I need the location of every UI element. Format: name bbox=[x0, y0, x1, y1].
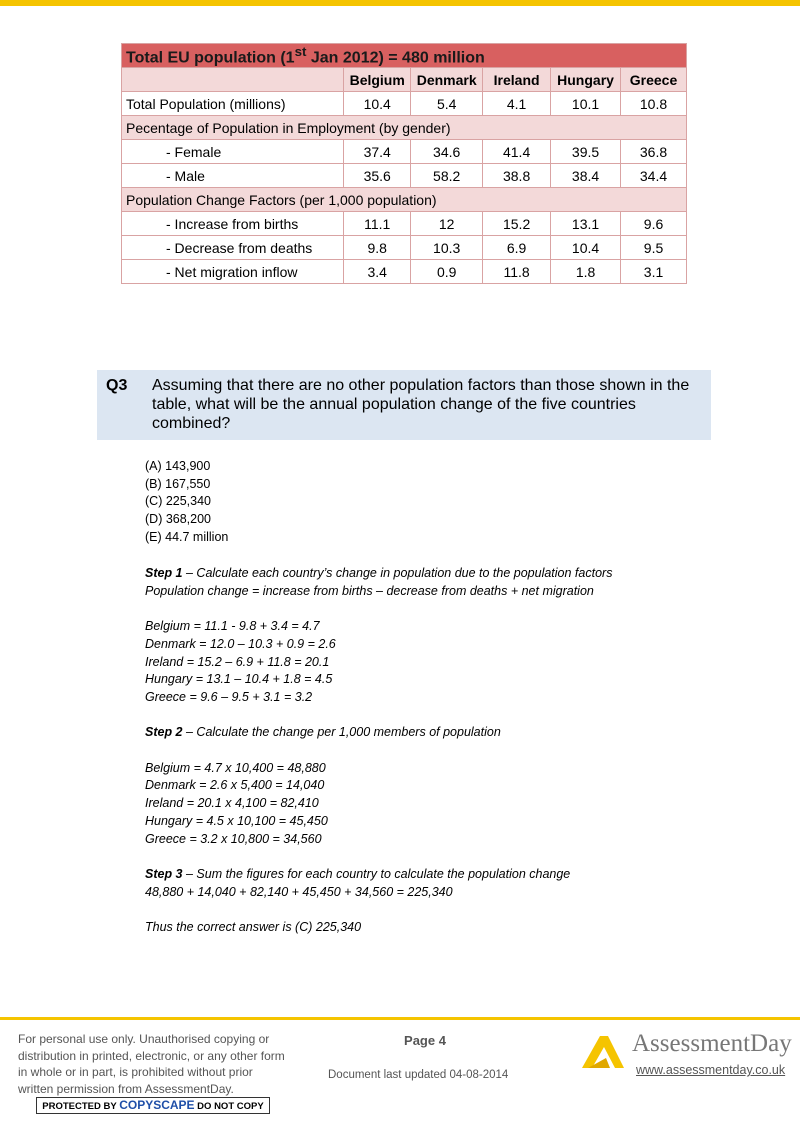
step2-line: Belgium = 4.7 x 10,400 = 48,880 bbox=[145, 760, 326, 775]
table-row bbox=[122, 92, 687, 116]
row-label: - Decrease from deaths bbox=[122, 236, 344, 260]
section-row bbox=[122, 116, 687, 140]
option-b: (B) 167,550 bbox=[145, 476, 211, 491]
website-link[interactable]: www.assessmentday.co.uk bbox=[636, 1063, 786, 1077]
table-cell: 0.9 bbox=[411, 260, 483, 284]
step2-heading: Step 2 – Calculate the change per 1,000 members of population bbox=[145, 725, 501, 740]
table-cell: 4.1 bbox=[483, 92, 551, 116]
top-accent-bar bbox=[0, 0, 800, 6]
table-cell: 3.1 bbox=[621, 260, 687, 284]
table-cell: 1.8 bbox=[551, 260, 621, 284]
step1-line: Hungary = 13.1 – 10.4 + 1.8 = 4.5 bbox=[145, 672, 333, 687]
question-box bbox=[97, 370, 711, 440]
table-cell: 9.5 bbox=[621, 236, 687, 260]
copyright-notice: For personal use only. Unauthorised copying or distribution in printed, electronic, or any other form in whole or in part, is prohibited without prior written permission from AssessmentDay. bbox=[18, 1032, 285, 1096]
question-text: Assuming that there are no other population factors than those shown in the table, what will be the annual population change of the five countries combined? bbox=[152, 377, 690, 432]
option-a: (A) 143,900 bbox=[145, 459, 211, 473]
step2-line: Greece = 3.2 x 10,800 = 34,560 bbox=[145, 831, 322, 846]
table-cell: 38.4 bbox=[551, 164, 621, 188]
table-cell: 38.8 bbox=[483, 164, 551, 188]
table-cell: 12 bbox=[411, 212, 483, 236]
table-cell: 34.4 bbox=[621, 164, 687, 188]
row-label: Total Population (millions) bbox=[122, 92, 344, 116]
header-cell: Greece bbox=[621, 68, 687, 92]
step1-formula: Population change = increase from births – decrease from deaths + net migration bbox=[145, 583, 594, 598]
table-cell: 41.4 bbox=[483, 140, 551, 164]
table-row bbox=[122, 140, 687, 164]
table-cell: 10.1 bbox=[551, 92, 621, 116]
copyscape-badge[interactable]: PROTECTED BY COPYSCAPE DO NOT COPY bbox=[36, 1097, 270, 1114]
table-header-row bbox=[122, 68, 687, 92]
header-blank bbox=[122, 68, 344, 92]
table-cell: 11.1 bbox=[344, 212, 411, 236]
row-label: - Increase from births bbox=[122, 212, 344, 236]
last-updated: Document last updated 04-08-2014 bbox=[328, 1069, 509, 1081]
step1-line: Denmark = 12.0 – 10.3 + 0.9 = 2.6 bbox=[145, 636, 336, 651]
table-cell: 9.6 bbox=[621, 212, 687, 236]
header-cell: Ireland bbox=[483, 68, 551, 92]
table-row bbox=[122, 212, 687, 236]
option-e: (E) 44.7 million bbox=[145, 529, 229, 544]
row-label: - Female bbox=[122, 140, 344, 164]
table-cell: 6.9 bbox=[483, 236, 551, 260]
step2-line: Hungary = 4.5 x 10,100 = 45,450 bbox=[145, 813, 328, 828]
table-row bbox=[122, 236, 687, 260]
population-table bbox=[121, 43, 687, 284]
section-label: Population Change Factors (per 1,000 population) bbox=[122, 188, 687, 212]
row-label: - Net migration inflow bbox=[122, 260, 344, 284]
step1-line: Ireland = 15.2 – 6.9 + 11.8 = 20.1 bbox=[145, 654, 330, 669]
step2-line: Denmark = 2.6 x 5,400 = 14,040 bbox=[145, 778, 325, 793]
brand-name: AssessmentDay bbox=[632, 1030, 792, 1057]
table-cell: 13.1 bbox=[551, 212, 621, 236]
table-title-row bbox=[122, 44, 687, 68]
section-label: Pecentage of Population in Employment (by gender) bbox=[122, 116, 687, 140]
table-cell: 9.8 bbox=[344, 236, 411, 260]
header-cell: Belgium bbox=[344, 68, 411, 92]
step3-heading: Step 3 – Sum the figures for each country to calculate the population change bbox=[145, 866, 571, 881]
table-cell: 36.8 bbox=[621, 140, 687, 164]
table-cell: 58.2 bbox=[411, 164, 483, 188]
question-number: Q3 bbox=[106, 377, 128, 394]
footer-divider bbox=[0, 1017, 800, 1020]
table-cell: 10.4 bbox=[344, 92, 411, 116]
header-cell: Hungary bbox=[551, 68, 621, 92]
conclusion: Thus the correct answer is (C) 225,340 bbox=[145, 919, 362, 934]
assessmentday-logo-icon bbox=[578, 1030, 628, 1072]
table-cell: 37.4 bbox=[344, 140, 411, 164]
option-c: (C) 225,340 bbox=[145, 494, 212, 509]
answer-options bbox=[145, 458, 228, 547]
header-cell: Denmark bbox=[411, 68, 483, 92]
table-row bbox=[122, 164, 687, 188]
table-cell: 34.6 bbox=[411, 140, 483, 164]
row-label: - Male bbox=[122, 164, 344, 188]
worked-solution bbox=[145, 565, 612, 937]
table-cell: 10.3 bbox=[411, 236, 483, 260]
table-title: Total EU population (1st Jan 2012) = 480 million bbox=[122, 44, 687, 68]
table-cell: 11.8 bbox=[483, 260, 551, 284]
table-cell: 10.8 bbox=[621, 92, 687, 116]
table-cell: 10.4 bbox=[551, 236, 621, 260]
step1-heading: Step 1 – Calculate each country’s change in population due to the population factors bbox=[145, 566, 613, 580]
table-cell: 3.4 bbox=[344, 260, 411, 284]
step1-line: Greece = 9.6 – 9.5 + 3.1 = 3.2 bbox=[145, 689, 313, 704]
table-cell: 35.6 bbox=[344, 164, 411, 188]
step3-formula: 48,880 + 14,040 + 82,140 + 45,450 + 34,560 = 225,340 bbox=[145, 884, 453, 899]
section-row bbox=[122, 188, 687, 212]
step2-line: Ireland = 20.1 x 4,100 = 82,410 bbox=[145, 796, 319, 811]
table-cell: 5.4 bbox=[411, 92, 483, 116]
step1-line: Belgium = 11.1 - 9.8 + 3.4 = 4.7 bbox=[145, 619, 320, 634]
table-cell: 39.5 bbox=[551, 140, 621, 164]
table-cell: 15.2 bbox=[483, 212, 551, 236]
table-row bbox=[122, 260, 687, 284]
option-d: (D) 368,200 bbox=[145, 512, 212, 527]
page-number: Page 4 bbox=[404, 1033, 446, 1048]
